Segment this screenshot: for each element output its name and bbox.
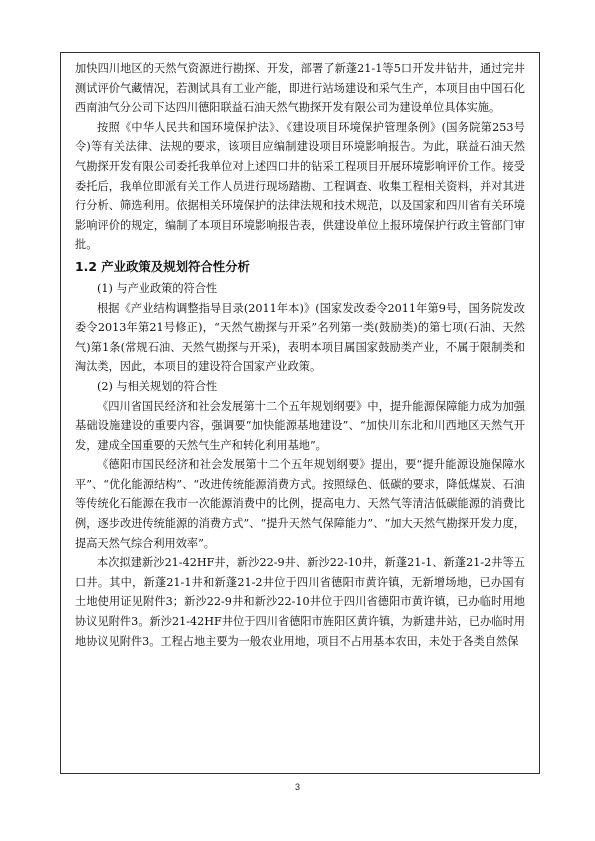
subsection-2-paragraph-3: 本次拟建新沙21-42HF井，新沙22-9井、新沙22-10井，新蓬21-1、新蓬21-2井等五口井。其中，新蓬21-1井和新蓬21-2井位于四川省德阳市黄许镇，无新增场地，已办国有土地使用证见附件3；新沙22-9井和新沙22-10井位于四川省德阳市黄许镇，已办临时用地协议见附件3。新沙21-42HF井位于四川省德阳市旌阳区黄许镇，为新建井站，已办临时用地协议见附件3。工程占地主要为一般农业用地，项目不占用基本农田，未处于各类自然保: [75, 556, 525, 648]
subsection-1-paragraph-1: 根据《产业结构调整指导目录(2011年本)》(国家发改委令2011年第9号，国务院发改委令2013年第21号修正)，“天然气勘探与开采”名列第一类(鼓励类)的第七项(石油、天然气)第1条(常规石油、天然气勘探与开采)，表明本项目属国家鼓励类产业，不属于限制类和淘汰类，因此，本项目的建设符合国家产业政策。: [75, 301, 525, 374]
document-frame: [60, 52, 540, 774]
document-body: [61, 53, 539, 651]
section-heading: 1.2 产业政策及规划符合性分析: [75, 258, 250, 274]
subsection-heading-1: (1) 与产业政策的符合性: [97, 281, 218, 295]
page-number: 3: [294, 782, 300, 792]
subsection-heading-2: (2) 与相关规划的符合性: [97, 379, 218, 393]
intro-paragraph-1: 加快四川地区的天然气资源进行勘探、开发，部署了新蓬21-1等5口开发井钻井，通过完井测试评价气藏情况，若测试具有工业产能，即进行站场建设和采气生产，本项目由中国石化西南油气分公司下达四川德阳联益石油天然气勘探开发有限公司为建设单位具体实施。: [75, 62, 525, 115]
intro-paragraph-2: 按照《中华人民共和国环境保护法》、《建设项目环境保护管理条例》(国务院第253号令)等有关法律、法规的要求，该项目应编制建设项目环境影响报告。为此，联益石油天然气勘探开发有限公司委托我单位对上述四口井的钻采工程项目开展环境影响评价工作。接受委托后，我单位即派有关工作人员进行现场踏勘、工程调查、收集工程相关资料，并对其进行分析、筛选利用。依据相关环境保护的法律法规和技术规范，以及国家和四川省有关环境影响评价的规定，编制了本项目环境影响报告表，供建设单位上报环境保护行政主管部门审批。: [75, 120, 525, 252]
subsection-2-paragraph-2: 《德阳市国民经济和社会发展第十二个五年规划纲要》提出，要“提升能源设施保障水平”、“优化能源结构”、“改进传统能源消费方式。按照绿色、低碳的要求，降低煤炭、石油等传统化石能源在我市一次能源消费中的比例，提高电力、天然气等清洁低碳能源的消费比例，逐步改进传统能源的消费方式”、“提升天然气保障能力”、“加大天然气勘探开发力度，提高天然气综合利用效率”。: [75, 458, 525, 550]
subsection-2-paragraph-1: 《四川省国民经济和社会发展第十二个五年规划纲要》中，提升能源保障能力成为加强基础设施建设的重要内容，强调要“加快能源基地建设”、“加快川东北和川西地区天然气开发，建成全国重要的天然气生产和转化利用基地”。: [75, 399, 525, 452]
